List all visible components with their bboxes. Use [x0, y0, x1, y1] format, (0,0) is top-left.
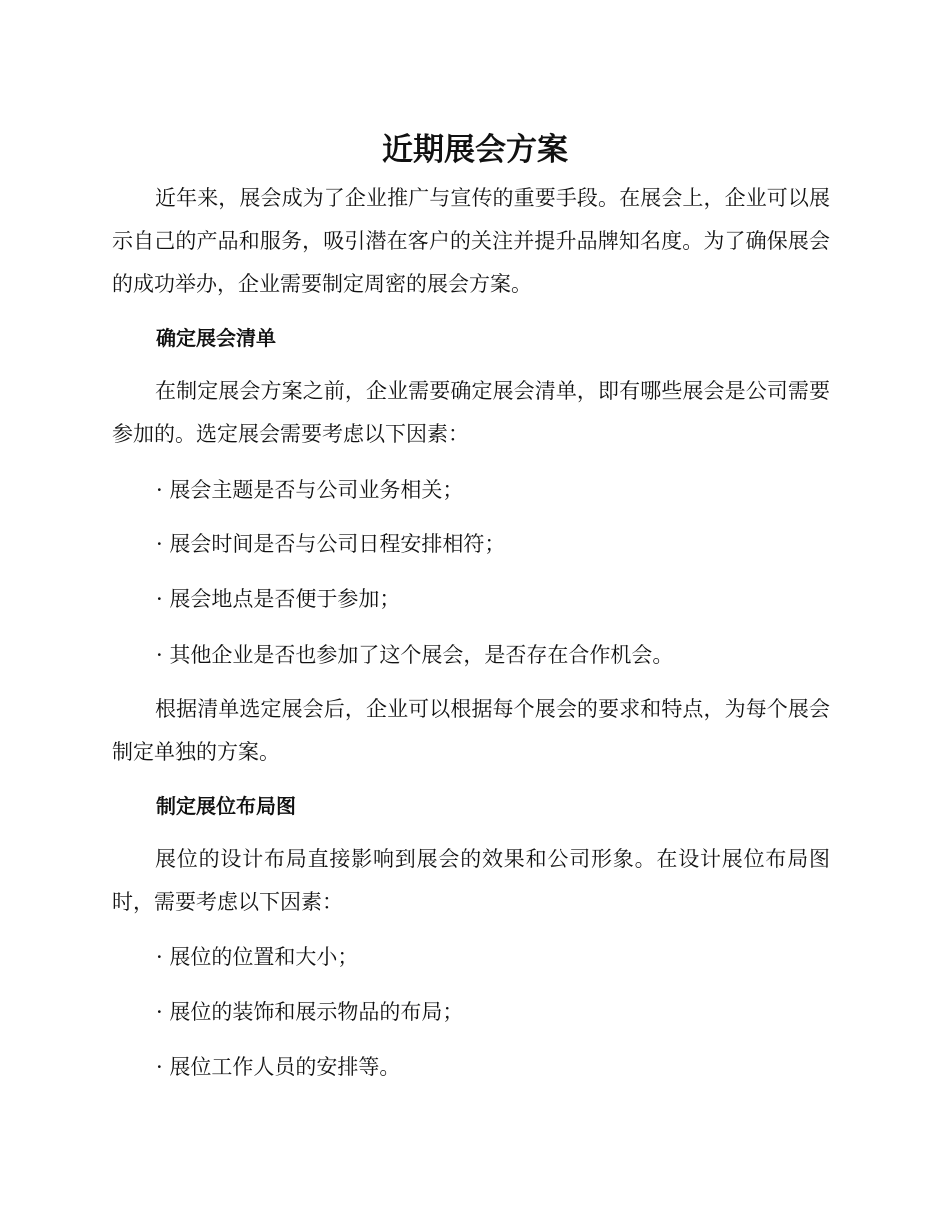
document-title: 近期展会方案: [382, 132, 568, 168]
section1-bullet-4: · 其他企业是否也参加了这个展会，是否存在合作机会。: [156, 643, 674, 667]
section2-bullet-1: · 展位的位置和大小；: [156, 945, 359, 969]
section1-closing-paragraph: 根据清单选定展会后，企业可以根据每个展会的要求和特点，为每个展会制定单独的方案。: [112, 697, 830, 764]
section-heading-booth-layout: 制定展位布局图: [156, 794, 296, 818]
intro-paragraph: 近年来，展会成为了企业推广与宣传的重要手段。在展会上，企业可以展示自己的产品和服务，吸引潜在客户的关注并提升品牌知名度。为了确保展会的成功举办，企业需要制定周密的展会方案。: [112, 186, 830, 296]
section2-paragraph: 展位的设计布局直接影响到展会的效果和公司形象。在设计展位布局图时，需要考虑以下因素：: [112, 847, 830, 914]
section1-bullet-3: · 展会地点是否便于参加；: [156, 587, 401, 611]
section1-bullet-2: · 展会时间是否与公司日程安排相符；: [156, 532, 506, 556]
section2-bullet-3: · 展位工作人员的安排等。: [156, 1055, 401, 1079]
section1-bullet-1: · 展会主题是否与公司业务相关；: [156, 478, 464, 502]
section1-paragraph: 在制定展会方案之前，企业需要确定展会清单，即有哪些展会是公司需要参加的。选定展会需要考虑以下因素：: [112, 379, 830, 446]
section-heading-exhibition-list: 确定展会清单: [156, 326, 276, 350]
section2-bullet-2: · 展位的装饰和展示物品的布局；: [156, 1000, 464, 1024]
